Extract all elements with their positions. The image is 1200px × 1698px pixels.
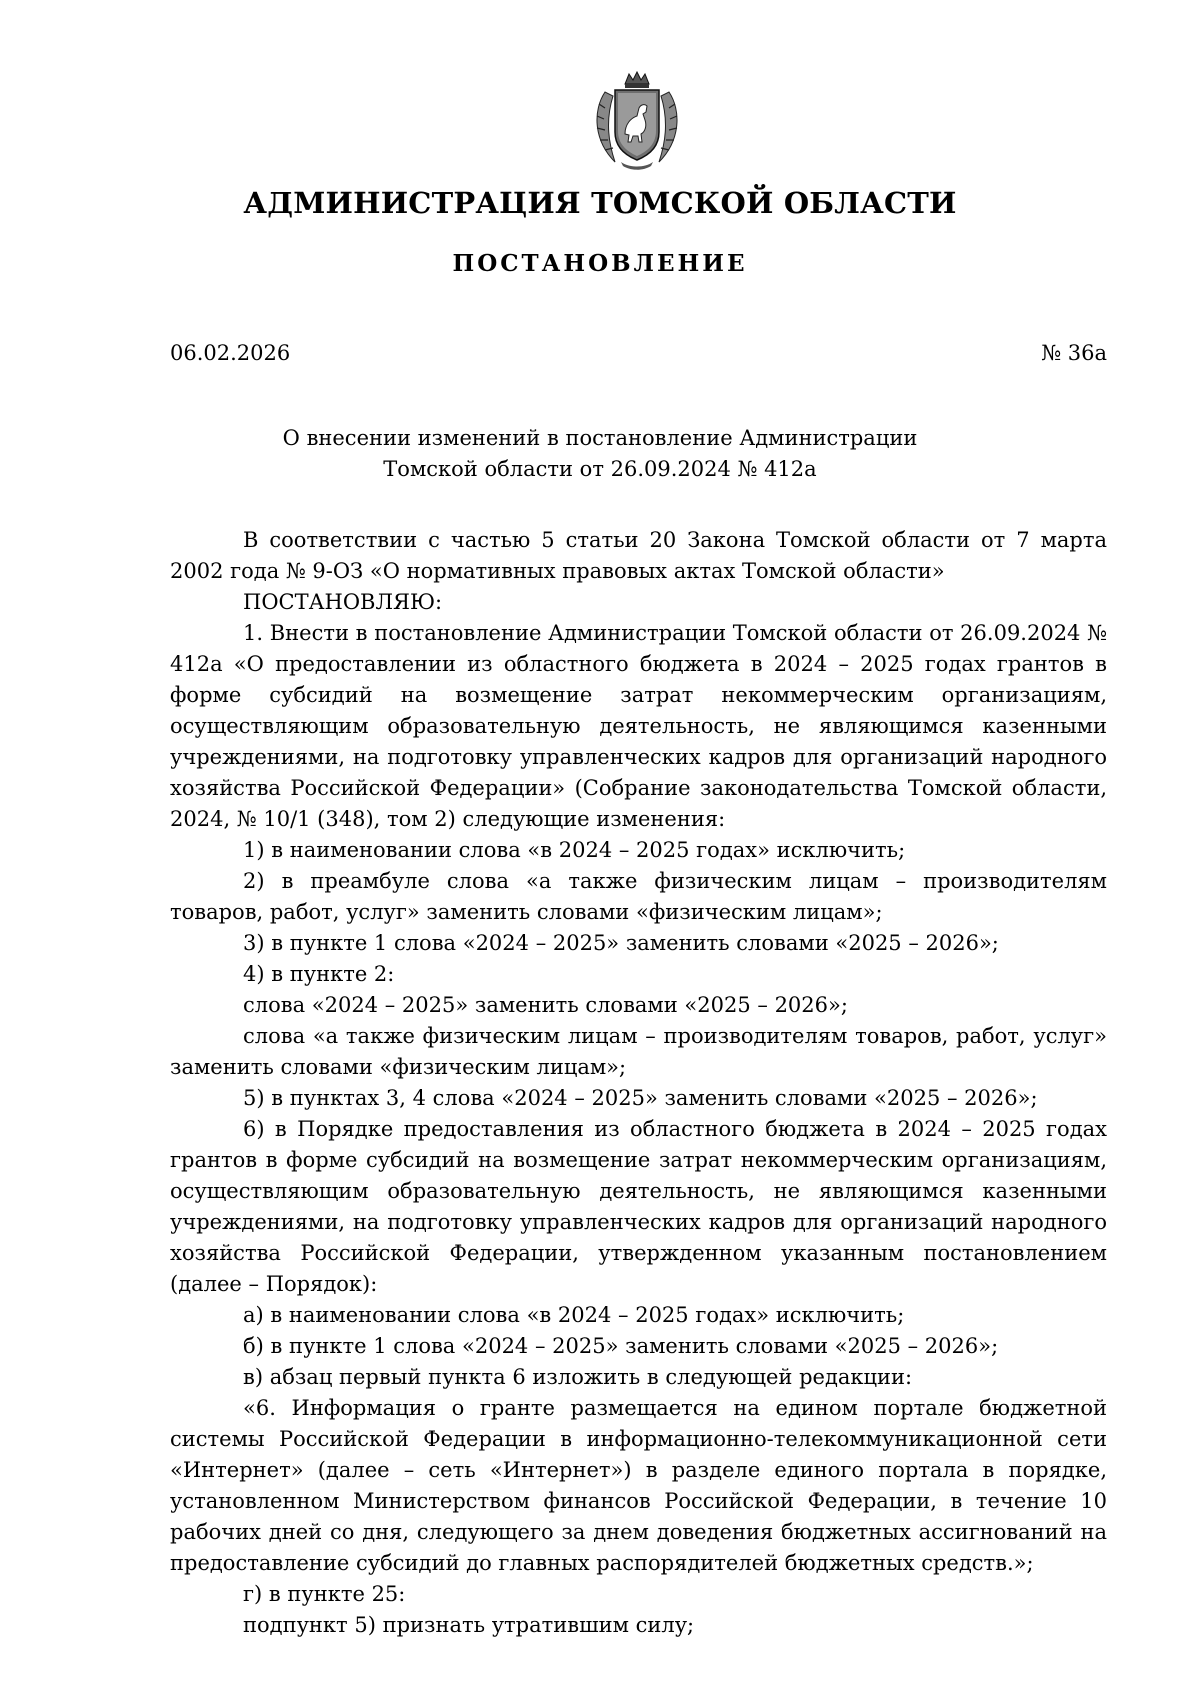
- paragraph-subitem-4: 4) в пункте 2:: [243, 962, 395, 986]
- document-date: 06.02.2026: [170, 341, 291, 365]
- paragraph-subitem-6-g: г) в пункте 25:: [243, 1582, 406, 1606]
- paragraph-subitem-3: 3) в пункте 1 слова «2024 – 2025» заменить словами «2025 – 2026»;: [243, 931, 999, 955]
- paragraph-subitem-1: 1) в наименовании слова «в 2024 – 2025 годах» исключить;: [243, 838, 906, 862]
- paragraph-item-1: 1. Внести в постановление Администрации Томской области от 26.09.2024 № 412а «О предоставлении из областного бюджета в 2024 – 2025 годах грантов в форме субсидий на возмещение затрат некоммерческим организациям, осуществляющим образовательную деятельность, не являющимся казенными учреждениями, на подготовку управленческих кадров для организаций народного хозяйства Российской Федерации» (Собрание законодательства Томской области, 2024, № 10/1 (348), том 2) следующие изменения:: [170, 621, 1107, 831]
- paragraph-subitem-4-b: слова «а также физическим лицам – производителям товаров, работ, услуг» заменить словами «физическим лицам»;: [170, 1024, 1107, 1079]
- document-type-title: ПОСТАНОВЛЕНИЕ: [452, 250, 748, 277]
- paragraph-subitem-6-v: в) абзац первый пункта 6 изложить в следующей редакции:: [243, 1365, 913, 1389]
- paragraph-subitem-6-g-1: подпункт 5) признать утратившим силу;: [243, 1613, 695, 1637]
- document-body: [170, 525, 1107, 1641]
- paragraph-subitem-2: 2) в преамбуле слова «а также физическим лицам – производителям товаров, работ, услуг» заменить словами «физическим лицам»;: [170, 869, 1107, 924]
- coat-of-arms-icon: [585, 70, 689, 172]
- paragraph-resolve: ПОСТАНОВЛЯЮ:: [243, 590, 443, 614]
- organization-title: АДМИНИСТРАЦИЯ ТОМСКОЙ ОБЛАСТИ: [243, 186, 957, 220]
- paragraph-subitem-6-b: б) в пункте 1 слова «2024 – 2025» заменить словами «2025 – 2026»;: [243, 1334, 999, 1358]
- subject-line-1: О внесении изменений в постановление Администрации: [282, 426, 918, 450]
- document-subject: [150, 423, 1050, 485]
- subject-line-2: Томской области от 26.09.2024 № 412а: [383, 457, 817, 481]
- paragraph-preamble: В соответствии с частью 5 статьи 20 Закона Томской области от 7 марта 2002 года № 9-ОЗ «О нормативных правовых актах Томской области»: [170, 528, 1107, 583]
- paragraph-subitem-6: 6) в Порядке предоставления из областного бюджета в 2024 – 2025 годах грантов в форме субсидий на возмещение затрат некоммерческим организациям, осуществляющим образовательную деятельность, не являющимся казенными учреждениями, на подготовку управленческих кадров для организаций народного хозяйства Российской Федерации, утвержденном указанным постановлением (далее – Порядок):: [170, 1117, 1107, 1296]
- paragraph-new-wording: «6. Информация о гранте размещается на едином портале бюджетной системы Российской Федерации в информационно-телекоммуникационной сети «Интернет» (далее – сеть «Интернет») в разделе единого портала в порядке, установленном Министерством финансов Российской Федерации, в течение 10 рабочих дней со дня, следующего за днем доведения бюджетных ассигнований на предоставление субсидий до главных распорядителей бюджетных средств.»;: [170, 1396, 1107, 1575]
- paragraph-subitem-4-a: слова «2024 – 2025» заменить словами «2025 – 2026»;: [243, 993, 848, 1017]
- document-number: № 36а: [1041, 341, 1107, 365]
- paragraph-subitem-5: 5) в пунктах 3, 4 слова «2024 – 2025» заменить словами «2025 – 2026»;: [243, 1086, 1038, 1110]
- paragraph-subitem-6-a: а) в наименовании слова «в 2024 – 2025 годах» исключить;: [243, 1303, 905, 1327]
